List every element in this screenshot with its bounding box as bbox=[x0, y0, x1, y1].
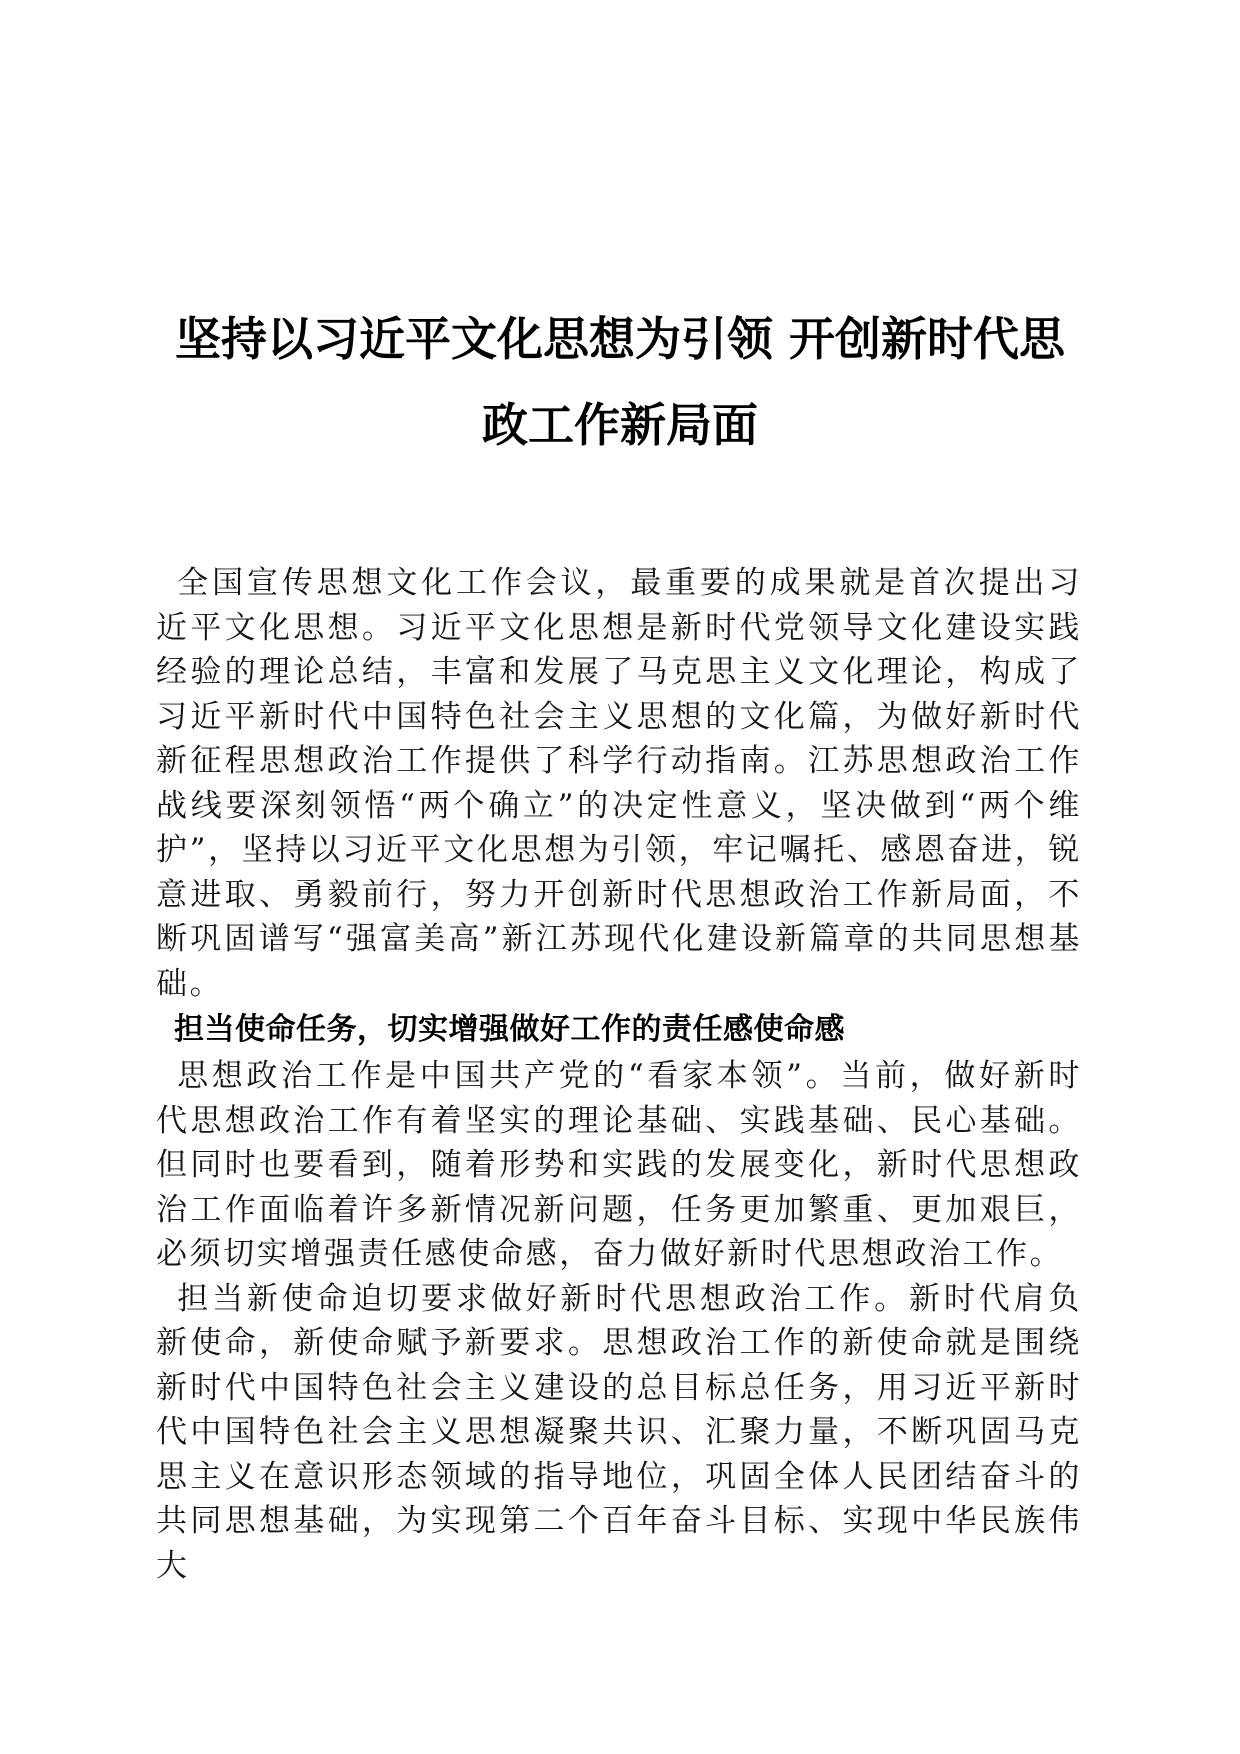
document-title bbox=[150, 296, 1090, 468]
paragraph-intro bbox=[156, 561, 1082, 1006]
document-body bbox=[156, 561, 1082, 1588]
paragraph-section-2 bbox=[156, 1277, 1082, 1589]
title-line-2: 政工作新局面 bbox=[482, 398, 758, 452]
paragraph-section-1-text: 思想政治工作是中国共产党的“看家本领”。当前，做好新时代思想政治工作有着坚实的理论基础、实践基础、民心基础。但同时也要看到，随着形势和实践的发展变化，新时代思想政治工作面临着许多新情况新问题，任务更加繁重、更加艰巨，必须切实增强责任感使命感，奋力做好新时代思想政治工作。 bbox=[156, 1058, 1082, 1272]
title-line-1: 坚持以习近平文化思想为引领 开创新时代思 bbox=[174, 312, 1065, 366]
section-heading: 担当使命任务，切实增强做好工作的责任感使命感 bbox=[174, 1012, 845, 1047]
paragraph-section-2-text: 担当新使命迫切要求做好新时代思想政治工作。新时代肩负新使命，新使命赋予新要求。思想政治工作的新使命就是围绕新时代中国特色社会主义建设的总目标总任务，用习近平新时代中国特色社会主义思想凝聚共识、汇聚力量，不断巩固马克思主义在意识形态领域的指导地位，巩固全体人民团结奋斗的共同思想基础，为实现第二个百年奋斗目标、实现中华民族伟大 bbox=[156, 1280, 1082, 1584]
paragraph-intro-text: 全国宣传思想文化工作会议，最重要的成果就是首次提出习近平文化思想。习近平文化思想是新时代党领导文化建设实践经验的理论总结，丰富和发展了马克思主义文化理论，构成了习近平新时代中国特色社会主义思想的文化篇，为做好新时代新征程思想政治工作提供了科学行动指南。江苏思想政治工作战线要深刻领悟“两个确立”的决定性意义，坚决做到“两个维护”，坚持以习近平文化思想为引领，牢记嘱托、感恩奋进，锐意进取、勇毅前行，努力开创新时代思想政治工作新局面，不断巩固谱写“强富美高”新江苏现代化建设新篇章的共同思想基础。 bbox=[156, 565, 1082, 1002]
paragraph-section-1 bbox=[156, 1054, 1082, 1277]
